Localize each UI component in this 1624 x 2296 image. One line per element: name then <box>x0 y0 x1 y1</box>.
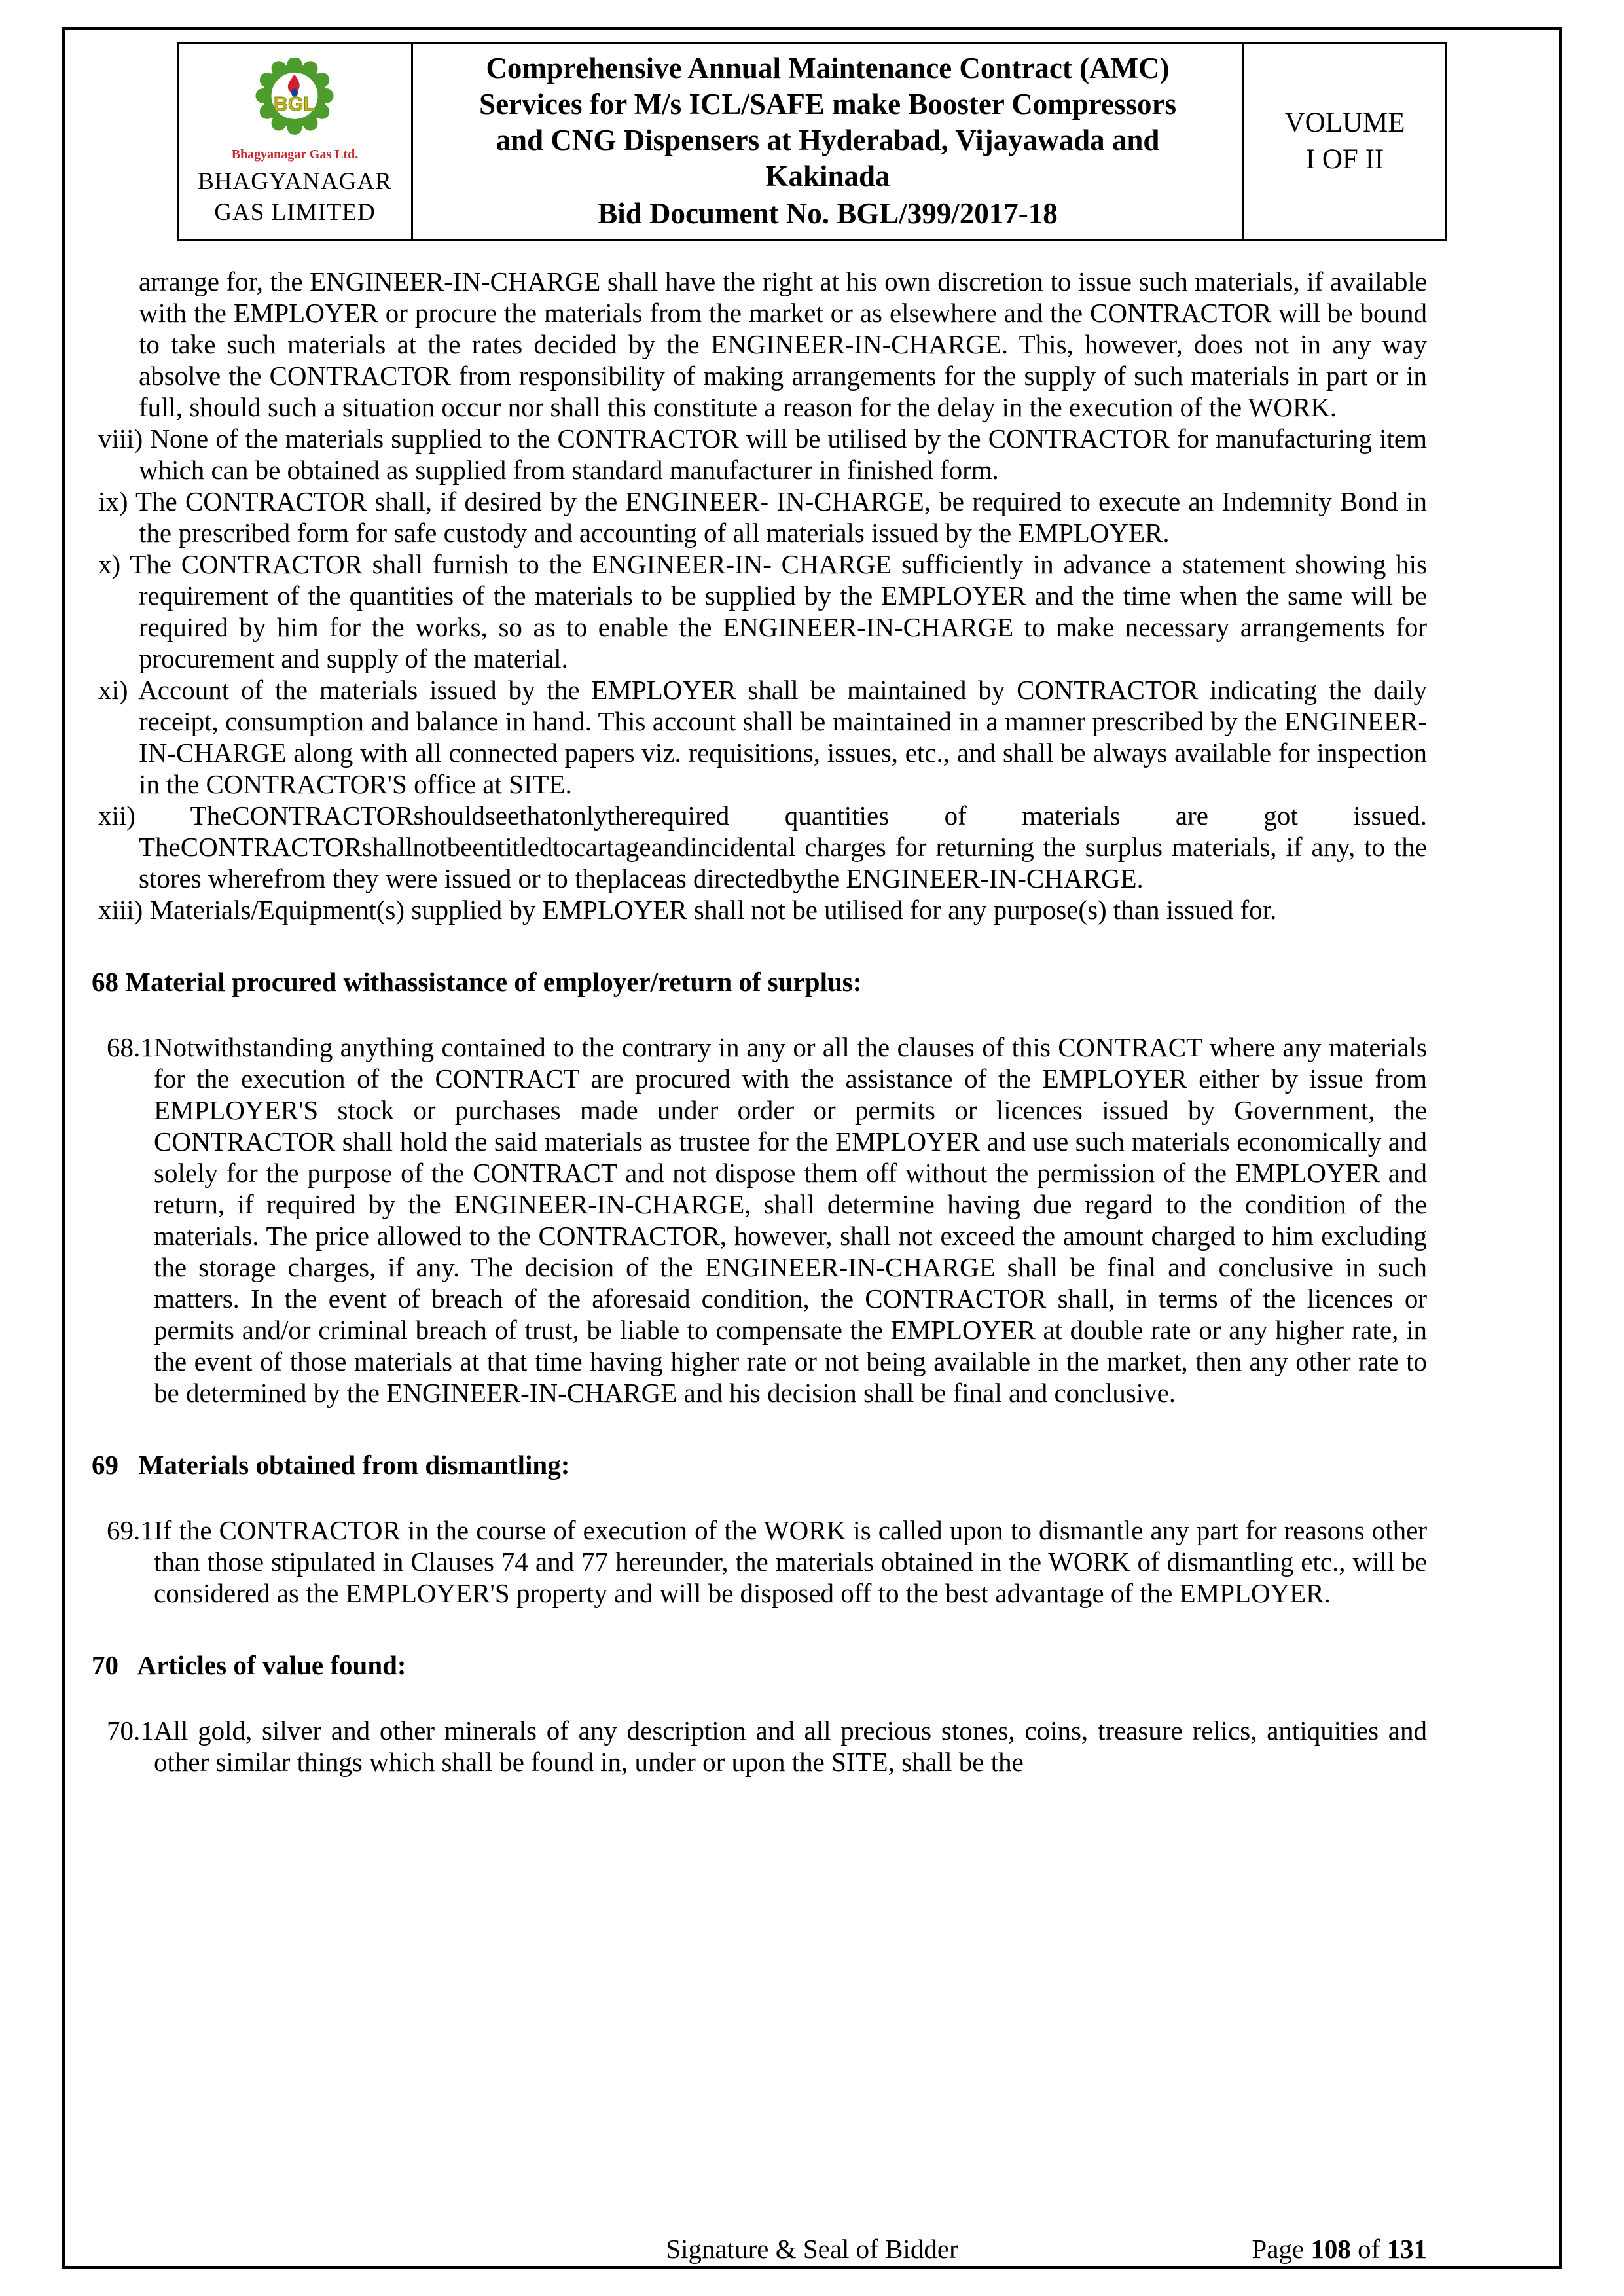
logo-letters: BGL <box>274 93 316 116</box>
document-title-line1: Comprehensive Annual Maintenance Contract (AMC) <box>486 52 1170 84</box>
list-item <box>98 423 1427 486</box>
document-title-line2: Services for M/s ICL/SAFE make Booster Compressors <box>479 87 1176 120</box>
page-indicator <box>1252 2233 1427 2265</box>
page-footer <box>0 2233 1624 2266</box>
section-heading-70: 70 Articles of value found: <box>92 1650 406 1681</box>
list-item-text: Account of the materials issued by the EMPLOYER shall be maintained by CONTRACTOR indicating the daily receipt, consumption and balance in hand. This account shall be maintained in a manner prescribed by the ENGINEER-IN-CHARGE along with all connected papers viz. requisitions, issues, etc., and shall be always available for inspection in the CONTRACTOR'S office at SITE. <box>138 675 1427 800</box>
volume-line2: I OF II <box>1305 144 1384 175</box>
document-title-line3: and CNG Dispensers at Hyderabad, Vijayawada and <box>496 123 1160 156</box>
volume-cell <box>1244 43 1447 240</box>
clause-number: 70.1 <box>107 1715 154 1746</box>
list-item-text: The CONTRACTOR shall furnish to the ENGINEER-IN- CHARGE sufficiently in advance a statement showing his requirement of the quantities of the materials to be supplied by the EMPLOYER and the time when the same will be required by him for the works, so as to enable the ENGINEER-IN-CHARGE to make necessary arrangements for procurement and supply of the material. <box>130 549 1427 674</box>
page-label: Page <box>1252 2234 1305 2264</box>
company-name <box>185 167 405 228</box>
page-number: 108 <box>1310 2234 1351 2264</box>
clause-number: 69.1 <box>107 1515 154 1546</box>
list-item-marker: xii) <box>98 800 135 831</box>
page-total: 131 <box>1386 2234 1427 2264</box>
signature-label: Signature & Seal of Bidder <box>666 2234 958 2264</box>
intro-paragraph: arrange for, the ENGINEER-IN-CHARGE shall have the right at his own discretion to issue such materials, if available with the EMPLOYER or procure the materials from the market or as elsewhere and the CONTRACTOR will be bound to take such materials at the rates decided by the ENGINEER-IN-CHARGE. This, however, does not in any way absolve the CONTRACTOR from responsibility of making arrangements for the supply of such materials in part or in full, should such a situation occur nor shall this constitute a reason for the delay in the execution of the WORK. <box>139 266 1427 423</box>
list-item <box>98 486 1427 548</box>
clause-68-1 <box>107 1031 1427 1408</box>
list-item-text: None of the materials supplied to the CONTRACTOR will be utilised by the CONTRACTOR for manufacturing item which can be obtained as supplied from standard manufacturer in finished form. <box>139 423 1428 486</box>
list-item-marker: xiii) <box>98 895 143 925</box>
list-item-marker: xi) <box>98 675 128 706</box>
clause-text: Notwithstanding anything contained to the contrary in any or all the clauses of this CONTRACT where any materials for the execution of the CONTRACT are procured with the assistance of the EMPLOYER either by issue from EMPLOYER'S stock or purchases made under order or permits or licences issued by Government, the CONTRACTOR shall hold the said materials as trustee for the EMPLOYER and use such materials economically and solely for the purpose of the CONTRACT and not dispose them off without the permission of the EMPLOYER and return, if required by the ENGINEER-IN-CHARGE, shall determine having due regard to the condition of the materials. The price allowed to the CONTRACTOR, however, shall not exceed the amount charged to him excluding the storage charges, if any. The decision of the ENGINEER-IN-CHARGE shall be final and conclusive in such matters. In the event of breach of the aforesaid condition, the CONTRACTOR shall, in terms of the licences or permits and/or criminal breach of trust, be liable to compensate the EMPLOYER at double rate or any higher rate, in the event of those materials at that time having higher rate or not being available in the market, then any other rate to be determined by the ENGINEER-IN-CHARGE and his decision shall be final and conclusive. <box>154 1032 1427 1408</box>
list-item-text: The CONTRACTOR shall, if desired by the ENGINEER- IN-CHARGE, be required to execute an Indemnity Bond in the prescribed form for safe custody and accounting of all materials issued by the EMPLOYER. <box>135 486 1428 548</box>
bid-document-number: Bid Document No. BGL/399/2017-18 <box>598 196 1058 230</box>
list-item-marker: x) <box>98 549 121 580</box>
bgl-logo-icon <box>232 58 359 162</box>
logo-cell <box>178 43 412 240</box>
clause-text: If the CONTRACTOR in the course of execution of the WORK is called upon to dismantle any part for reasons other than those stipulated in Clauses 74 and 77 hereunder, the materials obtained in the WORK of dismantling etc., will be considered as the EMPLOYER'S property and will be disposed off to the best advantage of the EMPLOYER. <box>154 1515 1427 1609</box>
list-item <box>98 800 1427 894</box>
company-name-line1: BHAGYANAGAR <box>198 168 392 196</box>
logo-caption: Bhagyanagar Gas Ltd. <box>231 147 359 162</box>
list-item <box>98 548 1427 674</box>
list-item <box>98 674 1427 800</box>
clause-69-1 <box>107 1515 1427 1609</box>
clause-text: All gold, silver and other minerals of any description and all precious stones, coins, treasure relics, antiquities and other similar things which shall be found in, under or upon the SITE, shall be the <box>154 1715 1427 1778</box>
materials-clause-list <box>98 423 1427 925</box>
list-item-marker: ix) <box>98 486 128 517</box>
clause-70-1 <box>107 1715 1427 1778</box>
section-heading-68: 68 Material procured withassistance of employer/return of surplus: <box>92 967 862 997</box>
list-item-marker: viii) <box>98 423 143 454</box>
list-item-text: TheCONTRACTORshouldseethatonlytherequired quantities of materials are got issued. TheCONTRACTORshallnotbeentitledtocartageandincidental charges for returning the surplus materials, if any, to the stores wherefrom they were issued or to theplaceas directedbythe ENGINEER-IN-CHARGE. <box>139 800 1427 894</box>
clause-number: 68.1 <box>107 1032 154 1063</box>
document-title-line4: Kakinada <box>765 159 890 192</box>
header-table <box>177 42 1447 241</box>
volume-line1: VOLUME <box>1284 107 1405 139</box>
list-item-text: Materials/Equipment(s) supplied by EMPLOYER shall not be utilised for any purpose(s) than issued for. <box>149 895 1277 925</box>
section-heading-69: 69 Materials obtained from dismantling: <box>92 1450 570 1480</box>
list-item <box>98 894 1427 925</box>
document-title-cell <box>412 43 1244 240</box>
company-name-line2: GAS LIMITED <box>214 198 376 226</box>
page-of-label: of <box>1358 2234 1380 2264</box>
